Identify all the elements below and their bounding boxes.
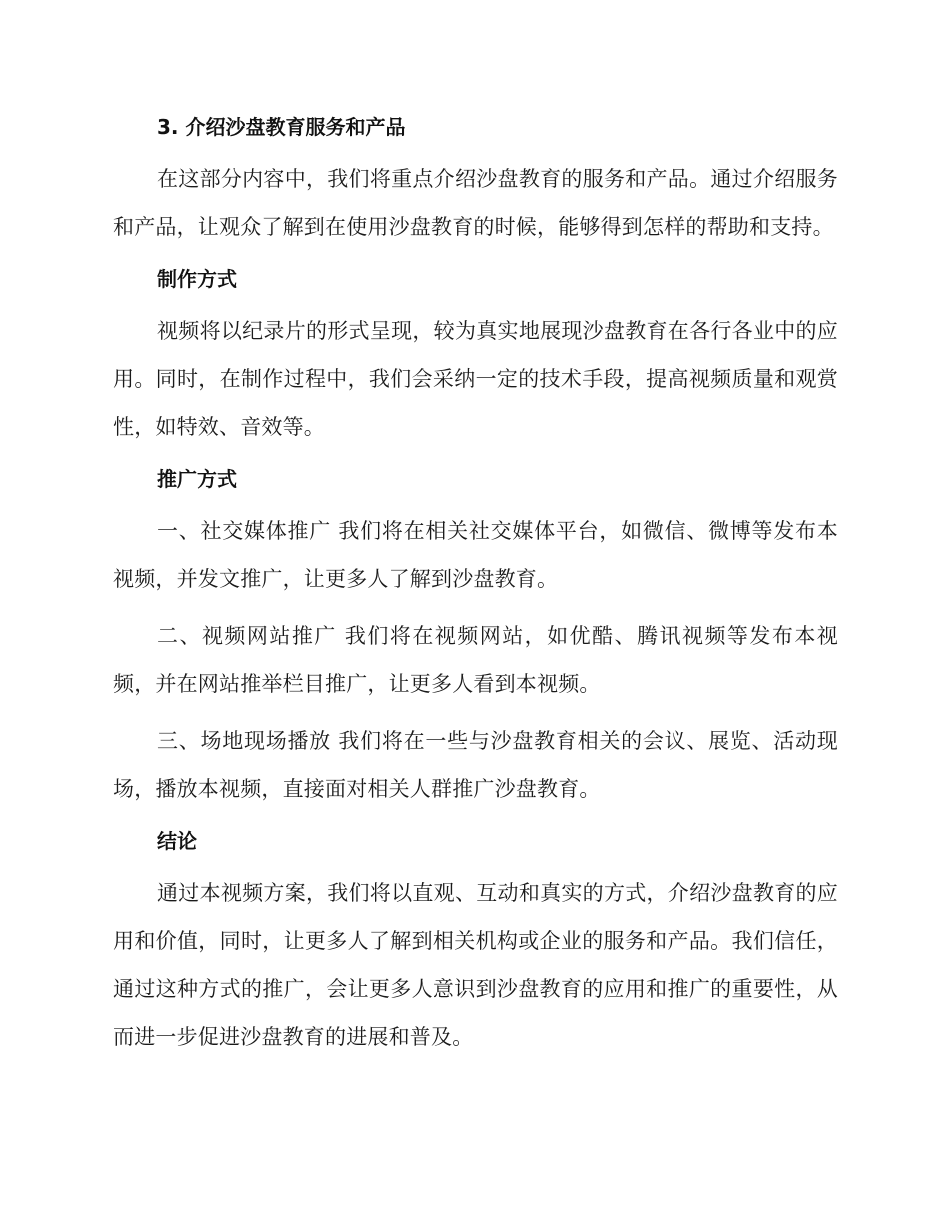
section-heading-promotion: 推广方式 xyxy=(157,467,237,491)
paragraph-promotion-onsite: 三、场地现场播放 我们将在一些与沙盘教育相关的会议、展览、活动现场，播放本视频，直接面对相关人群推广沙盘教育。 xyxy=(113,729,838,801)
paragraph-services-intro: 在这部分内容中，我们将重点介绍沙盘教育的服务和产品。通过介绍服务和产品，让观众了解到在使用沙盘教育的时候，能够得到怎样的帮助和支持。 xyxy=(113,167,838,239)
document-body xyxy=(113,108,838,1061)
paragraph-production-method: 视频将以纪录片的形式呈现，较为真实地展现沙盘教育在各行各业中的应用。同时，在制作过程中，我们会采纳一定的技术手段，提高视频质量和观赏性，如特效、音效等。 xyxy=(113,319,838,439)
paragraph-promotion-social-media: 一、社交媒体推广 我们将在相关社交媒体平台，如微信、微博等发布本视频，并发文推广，让更多人了解到沙盘教育。 xyxy=(113,519,838,591)
section-heading-services: 3. 介绍沙盘教育服务和产品 xyxy=(157,115,406,139)
section-heading-production: 制作方式 xyxy=(157,267,237,291)
paragraph-conclusion: 通过本视频方案，我们将以直观、互动和真实的方式，介绍沙盘教育的应用和价值，同时，让更多人了解到相关机构或企业的服务和产品。我们信任，通过这种方式的推广，会让更多人意识到沙盘教育的应用和推广的重要性，从而进一步促进沙盘教育的进展和普及。 xyxy=(113,881,838,1049)
section-heading-conclusion: 结论 xyxy=(157,829,197,853)
paragraph-promotion-video-sites: 二、视频网站推广 我们将在视频网站，如优酷、腾讯视频等发布本视频，并在网站推举栏目推广，让更多人看到本视频。 xyxy=(113,624,838,696)
